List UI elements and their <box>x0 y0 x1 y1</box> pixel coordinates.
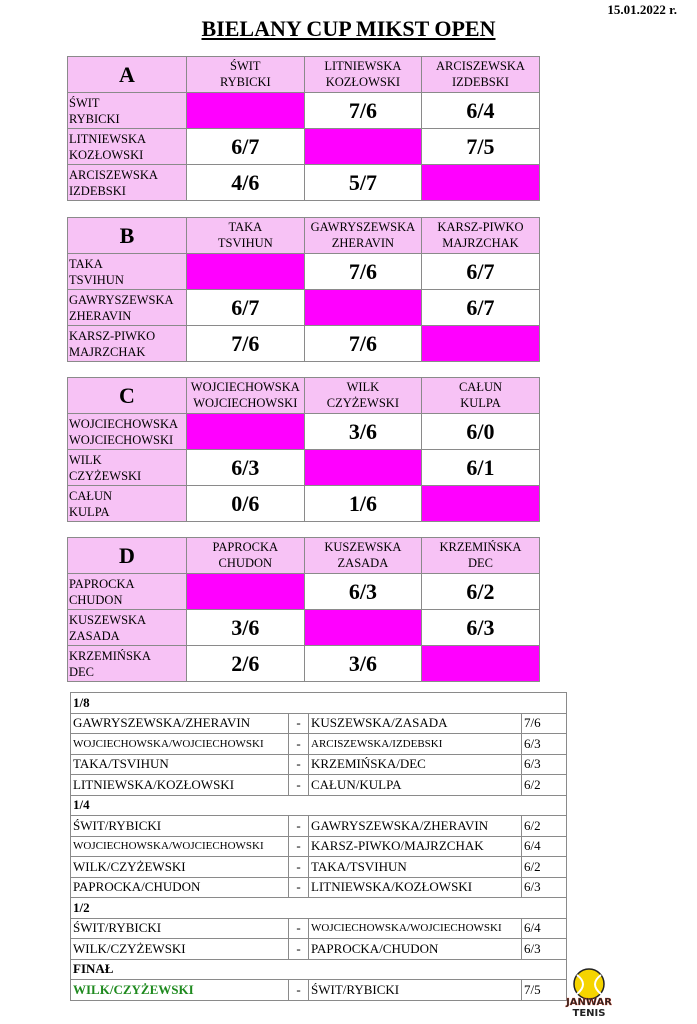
score-cell: 7/6 <box>304 326 422 362</box>
pair-one: ŚWIT/RYBICKI <box>71 816 289 837</box>
pair-two: ŚWIT/RYBICKI <box>309 980 522 1001</box>
score-cell: 6/0 <box>422 414 540 450</box>
pair-two: ARCISZEWSKA/IZDEBSKI <box>309 734 522 755</box>
column-header: WILK CZYŻEWSKI <box>304 378 422 414</box>
row-header: CAŁUN KULPA <box>68 486 187 522</box>
separator: - <box>289 980 309 1001</box>
group-letter: D <box>68 538 187 574</box>
column-header: KUSZEWSKA ZASADA <box>304 538 422 574</box>
match-score: 6/2 <box>522 816 567 837</box>
tennis-ball-icon <box>574 969 604 999</box>
pair-one: WILK/CZYŻEWSKI <box>71 857 289 878</box>
column-header: WOJCIECHOWSKA WOJCIECHOWSKI <box>187 378 305 414</box>
match-score: 7/5 <box>522 980 567 1001</box>
score-cell: 6/7 <box>422 290 540 326</box>
diagonal-cell <box>304 450 422 486</box>
logo-line1: JANWAR <box>566 997 612 1008</box>
match-row <box>71 980 567 1001</box>
score-cell: 7/6 <box>304 254 422 290</box>
separator: - <box>289 734 309 755</box>
column-header: ŚWIT RYBICKI <box>187 57 305 93</box>
pair-two: KUSZEWSKA/ZASADA <box>309 713 522 734</box>
diagonal-cell <box>304 129 422 165</box>
pair-one: TAKA/TSVIHUN <box>71 754 289 775</box>
score-cell: 5/7 <box>304 165 422 201</box>
separator: - <box>289 877 309 898</box>
column-header: KARSZ-PIWKO MAJRZCHAK <box>422 218 540 254</box>
match-score: 7/6 <box>522 713 567 734</box>
diagonal-cell <box>304 610 422 646</box>
group-table-b <box>67 217 540 362</box>
pair-two: PAPROCKA/CHUDON <box>309 939 522 960</box>
score-cell: 0/6 <box>187 486 305 522</box>
match-row <box>71 816 567 837</box>
group-table-c <box>67 377 540 522</box>
separator: - <box>289 836 309 857</box>
pair-one: WILK/CZYŻEWSKI <box>71 939 289 960</box>
score-cell: 7/6 <box>304 93 422 129</box>
diagonal-cell <box>422 326 540 362</box>
score-cell: 3/6 <box>304 414 422 450</box>
pair-two: KARSZ-PIWKO/MAJRZCHAK <box>309 836 522 857</box>
column-header: KRZEMIŃSKA DEC <box>422 538 540 574</box>
match-row <box>71 713 567 734</box>
page-title: BIELANY CUP MIKST OPEN <box>201 16 496 41</box>
pair-one: LITNIEWSKA/KOZŁOWSKI <box>71 775 289 796</box>
column-header: PAPROCKA CHUDON <box>187 538 305 574</box>
row-header: KRZEMIŃSKA DEC <box>68 646 187 682</box>
pair-one: GAWRYSZEWSKA/ZHERAVIN <box>71 713 289 734</box>
score-cell: 6/7 <box>422 254 540 290</box>
row-header: PAPROCKA CHUDON <box>68 574 187 610</box>
row-header: KUSZEWSKA ZASADA <box>68 610 187 646</box>
logo-line2: TENIS <box>572 1008 606 1018</box>
pair-two: GAWRYSZEWSKA/ZHERAVIN <box>309 816 522 837</box>
row-header: LITNIEWSKA KOZŁOWSKI <box>68 129 187 165</box>
score-cell: 6/7 <box>187 129 305 165</box>
match-row <box>71 939 567 960</box>
diagonal-cell <box>304 290 422 326</box>
score-cell: 6/3 <box>422 610 540 646</box>
match-row <box>71 775 567 796</box>
group-letter: B <box>68 218 187 254</box>
pair-one: PAPROCKA/CHUDON <box>71 877 289 898</box>
row-header: KARSZ-PIWKO MAJRZCHAK <box>68 326 187 362</box>
pair-one-winner: WILK/CZYŻEWSKI <box>71 980 289 1001</box>
score-cell: 7/6 <box>187 326 305 362</box>
column-header: CAŁUN KULPA <box>422 378 540 414</box>
score-cell: 1/6 <box>304 486 422 522</box>
group-letter: C <box>68 378 187 414</box>
match-score: 6/3 <box>522 939 567 960</box>
separator: - <box>289 816 309 837</box>
column-header: ARCISZEWSKA IZDEBSKI <box>422 57 540 93</box>
separator: - <box>289 939 309 960</box>
row-header: WOJCIECHOWSKA WOJCIECHOWSKI <box>68 414 187 450</box>
match-score: 6/2 <box>522 857 567 878</box>
match-score: 6/3 <box>522 877 567 898</box>
column-header: GAWRYSZEWSKA ZHERAVIN <box>304 218 422 254</box>
match-score: 6/4 <box>522 918 567 939</box>
stage-header: 1/4 <box>71 795 567 816</box>
score-cell: 6/3 <box>187 450 305 486</box>
date-label: 15.01.2022 r. <box>607 2 677 17</box>
match-row <box>71 877 567 898</box>
group-table-d <box>67 537 540 682</box>
group-letter: A <box>68 57 187 93</box>
match-row <box>71 754 567 775</box>
match-score: 6/2 <box>522 775 567 796</box>
diagonal-cell <box>187 574 305 610</box>
score-cell: 6/1 <box>422 450 540 486</box>
stage-header: 1/8 <box>71 693 567 714</box>
pair-one: WOJCIECHOWSKA/WOJCIECHOWSKI <box>71 836 289 857</box>
score-cell: 6/4 <box>422 93 540 129</box>
score-cell: 6/2 <box>422 574 540 610</box>
match-row <box>71 918 567 939</box>
separator: - <box>289 918 309 939</box>
match-score: 6/3 <box>522 734 567 755</box>
row-header: TAKA TSVIHUN <box>68 254 187 290</box>
pair-two: TAKA/TSVIHUN <box>309 857 522 878</box>
match-score: 6/3 <box>522 754 567 775</box>
column-header: LITNIEWSKA KOZŁOWSKI <box>304 57 422 93</box>
score-cell: 6/3 <box>304 574 422 610</box>
diagonal-cell <box>422 646 540 682</box>
score-cell: 2/6 <box>187 646 305 682</box>
janwar-tenis-logo <box>564 966 614 1018</box>
group-table-a <box>67 56 540 201</box>
pair-one: ŚWIT/RYBICKI <box>71 918 289 939</box>
score-cell: 4/6 <box>187 165 305 201</box>
score-cell: 3/6 <box>304 646 422 682</box>
stage-header: 1/2 <box>71 898 567 919</box>
separator: - <box>289 754 309 775</box>
row-header: GAWRYSZEWSKA ZHERAVIN <box>68 290 187 326</box>
match-row <box>71 857 567 878</box>
diagonal-cell <box>187 254 305 290</box>
diagonal-cell <box>422 486 540 522</box>
pair-two: KRZEMIŃSKA/DEC <box>309 754 522 775</box>
score-cell: 7/5 <box>422 129 540 165</box>
diagonal-cell <box>187 93 305 129</box>
match-score: 6/4 <box>522 836 567 857</box>
diagonal-cell <box>187 414 305 450</box>
diagonal-cell <box>422 165 540 201</box>
score-cell: 6/7 <box>187 290 305 326</box>
pair-two: WOJCIECHOWSKA/WOJCIECHOWSKI <box>309 918 522 939</box>
stage-header: FINAŁ <box>71 959 567 980</box>
match-row <box>71 734 567 755</box>
knockout-table <box>70 692 567 1001</box>
column-header: TAKA TSVIHUN <box>187 218 305 254</box>
separator: - <box>289 775 309 796</box>
pair-two: CAŁUN/KULPA <box>309 775 522 796</box>
row-header: WILK CZYŻEWSKI <box>68 450 187 486</box>
pair-two: LITNIEWSKA/KOZŁOWSKI <box>309 877 522 898</box>
score-cell: 3/6 <box>187 610 305 646</box>
pair-one: WOJCIECHOWSKA/WOJCIECHOWSKI <box>71 734 289 755</box>
separator: - <box>289 713 309 734</box>
separator: - <box>289 857 309 878</box>
row-header: ŚWIT RYBICKI <box>68 93 187 129</box>
row-header: ARCISZEWSKA IZDEBSKI <box>68 165 187 201</box>
match-row <box>71 836 567 857</box>
